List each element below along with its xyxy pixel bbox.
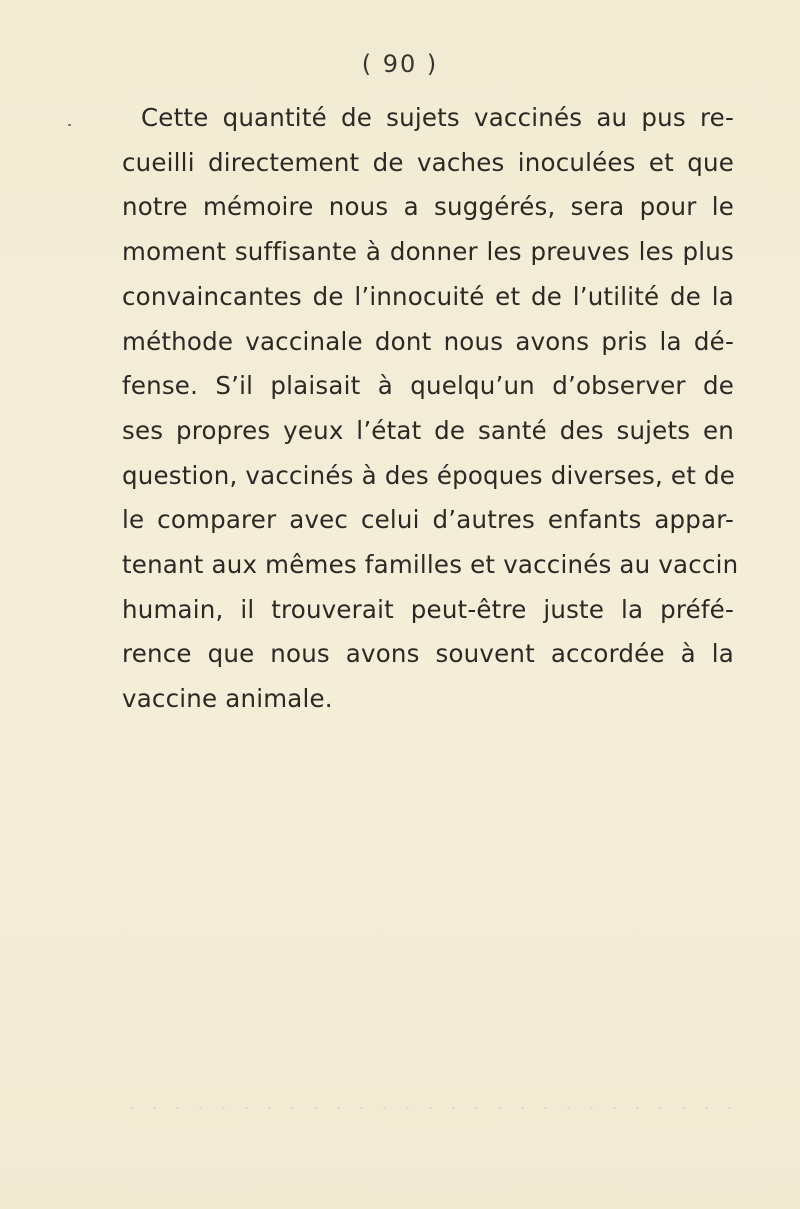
text-line: fense. S’il plaisait à quelqu’un d’observer de: [122, 371, 734, 401]
paper-speckle: [120, 1104, 740, 1112]
text-line: moment suffisante à donner les preuves les plus: [122, 237, 734, 267]
page-number: ( 90 ): [361, 50, 439, 78]
text-line: convaincantes de l’innocuité et de l’utilité de la: [122, 281, 734, 311]
text-line: humain, il trouverait peut-être juste la préfé-: [122, 594, 734, 624]
text-line: tenant aux mêmes familles et vaccinés au vaccin: [122, 550, 739, 580]
body-paragraph: [122, 96, 739, 722]
text-line: question, vaccinés à des époques diverses, et de: [122, 460, 736, 490]
margin-mark: [68, 124, 71, 126]
text-line: vaccine animale.: [122, 684, 333, 714]
text-line: rence que nous avons souvent accordée à la: [122, 639, 734, 669]
text-line: cueilli directement de vaches inoculées et que: [122, 147, 734, 177]
text-line: ses propres yeux l’état de santé des sujets en: [122, 415, 734, 445]
text-line: Cette quantité de sujets vaccinés au pus re-: [141, 103, 734, 132]
text-line: le comparer avec celui d’autres enfants appar-: [122, 505, 734, 535]
text-line: notre mémoire nous a suggérés, sera pour le: [122, 192, 734, 222]
text-line: méthode vaccinale dont nous avons pris la dé-: [122, 326, 734, 356]
